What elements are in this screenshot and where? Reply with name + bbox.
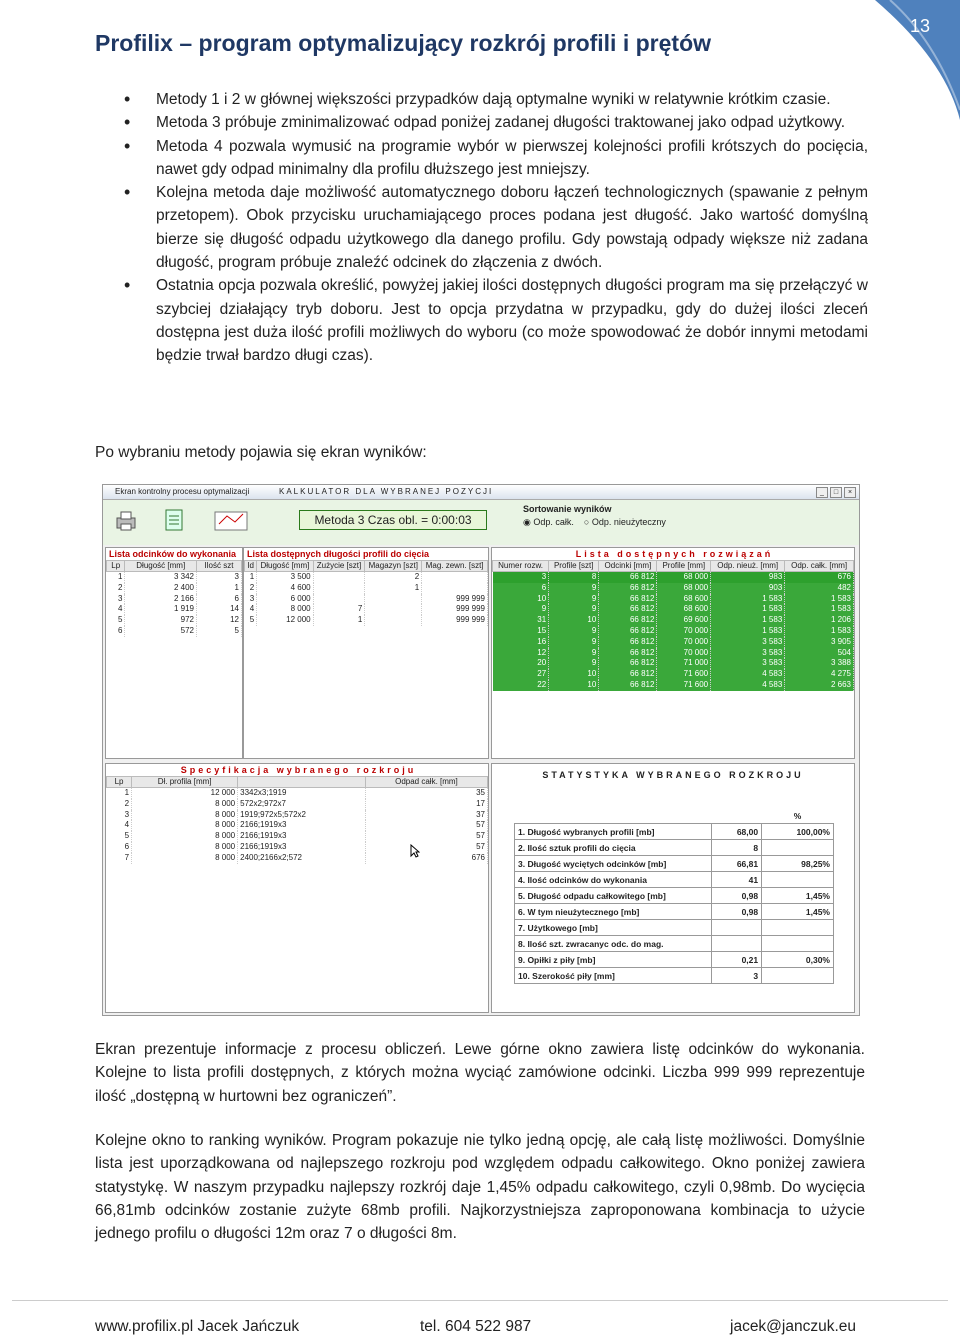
table-cell: 0,21 <box>712 952 762 968</box>
table-cell: 10. Szerokość piły [mm] <box>515 968 712 984</box>
method-label: Metoda 3 Czas obl. = 0:00:03 <box>299 510 487 530</box>
orders-table <box>106 560 242 637</box>
table-cell: 1 <box>365 583 422 594</box>
table-cell: 1. Długość wybranych profili [mb] <box>515 824 712 840</box>
col-header[interactable]: Odp. całk. [mm] <box>785 561 854 572</box>
table-cell: 57 <box>365 842 487 853</box>
close-button[interactable]: × <box>844 487 856 498</box>
table-cell: 1 <box>107 572 125 583</box>
table-cell: 3 905 <box>785 637 854 648</box>
table-row[interactable] <box>493 658 854 669</box>
table-row[interactable] <box>107 615 242 626</box>
table-cell: 8 000 <box>132 799 238 810</box>
table-row[interactable] <box>493 680 854 691</box>
table-cell: 20 <box>493 658 549 669</box>
table-cell: 1 583 <box>711 615 785 626</box>
bullet-item: • Metoda 4 pozwala wymusić na programie wybór w pierwszej kolejności profili krótszych do pocięcia, nawet gdy odpad minimalny dla profilu dłuższego jest mniejszy. <box>120 135 868 182</box>
table-cell: 35 <box>365 788 487 799</box>
table-cell: 12 <box>196 615 241 626</box>
table-cell: 1 <box>245 572 257 583</box>
table-cell: 676 <box>785 572 854 583</box>
col-header[interactable]: Odp. nieuż. [mm] <box>711 561 785 572</box>
table-cell: 14 <box>196 604 241 615</box>
table-cell: 4 <box>245 604 257 615</box>
table-row[interactable] <box>107 583 242 594</box>
orders-title: Lista odcinków do wykonania <box>106 548 242 560</box>
pct-header: % <box>793 810 802 821</box>
table-cell: 1 583 <box>785 626 854 637</box>
table-cell: 1 <box>196 583 241 594</box>
table-cell: 66 812 <box>599 626 657 637</box>
table-row[interactable] <box>245 615 488 626</box>
table-row[interactable] <box>245 604 488 615</box>
table-row[interactable] <box>107 626 242 637</box>
table-cell <box>365 615 422 626</box>
table-cell <box>762 920 834 936</box>
table-cell: 68 600 <box>657 604 711 615</box>
table-cell: 10 <box>549 680 599 691</box>
table-cell <box>762 968 834 984</box>
col-header[interactable] <box>238 777 366 788</box>
footer-author: Jacek Jańczuk <box>197 1318 300 1335</box>
table-cell: 3342x3;1919 <box>238 788 366 799</box>
table-cell: 66 812 <box>599 680 657 691</box>
table-cell: 3 <box>196 572 241 583</box>
table-cell: 7 <box>107 853 132 864</box>
spec-table <box>106 776 488 864</box>
table-cell: 66 812 <box>599 658 657 669</box>
table-cell <box>762 840 834 856</box>
table-cell: 4 275 <box>785 669 854 680</box>
table-row[interactable] <box>515 872 834 888</box>
table-row[interactable] <box>107 604 242 615</box>
stock-title: Lista dostępnych długości profili do cięcia <box>244 548 488 560</box>
orders-panel <box>105 547 243 759</box>
table-row[interactable] <box>493 594 854 605</box>
table-cell: 66 812 <box>599 637 657 648</box>
table-cell: 1 206 <box>785 615 854 626</box>
spec-title: Specyfikacja wybranego rozkroju <box>106 764 488 776</box>
table-cell: 7. Użytkowego [mb] <box>515 920 712 936</box>
table-cell: 2 <box>107 583 125 594</box>
table-cell: 6 <box>493 583 549 594</box>
table-cell: 98,25% <box>762 856 834 872</box>
table-cell <box>313 583 365 594</box>
table-cell <box>422 572 488 583</box>
bullet-item: • Metoda 3 próbuje zminimalizować odpad poniżej zadanej długości traktowanej jako odpad użytkowy. <box>120 111 868 134</box>
table-row[interactable] <box>493 648 854 659</box>
table-cell: 1 583 <box>711 604 785 615</box>
table-cell: 7 <box>313 604 365 615</box>
table-cell: 6. W tym nieużytecznego [mb] <box>515 904 712 920</box>
table-cell <box>365 604 422 615</box>
app-toolbar <box>103 500 859 545</box>
table-cell: 0,98 <box>712 904 762 920</box>
table-cell <box>313 594 365 605</box>
table-cell: 8 <box>712 840 762 856</box>
table-cell: 9 <box>549 648 599 659</box>
footer-url[interactable]: www.profilix.pl <box>95 1318 194 1335</box>
table-cell: 3 342 <box>125 572 197 583</box>
table-row[interactable] <box>245 583 488 594</box>
table-cell: 9 <box>493 604 549 615</box>
col-header[interactable]: Numer rozw. <box>493 561 549 572</box>
col-header[interactable]: Id <box>245 561 257 572</box>
page-number: 13 <box>909 16 930 36</box>
table-cell: 6 <box>107 626 125 637</box>
table-row[interactable] <box>107 788 488 799</box>
results-panel <box>491 547 855 759</box>
table-cell: 22 <box>493 680 549 691</box>
table-cell: 3 583 <box>711 648 785 659</box>
table-cell: 2400;2166x2;572 <box>238 853 366 864</box>
table-row[interactable] <box>107 853 488 864</box>
table-cell: 31 <box>493 615 549 626</box>
stats-panel <box>491 763 855 1013</box>
table-cell: 10 <box>549 669 599 680</box>
table-cell: 8 000 <box>132 842 238 853</box>
table-row[interactable] <box>107 572 242 583</box>
export-icon[interactable] <box>163 508 185 532</box>
table-cell: 3 583 <box>711 658 785 669</box>
table-row[interactable] <box>515 888 834 904</box>
table-cell: 66 812 <box>599 604 657 615</box>
col-header[interactable]: Profile [szt] <box>549 561 599 572</box>
table-cell: 6 <box>107 842 132 853</box>
col-header[interactable]: Ilość szt <box>196 561 241 572</box>
table-cell: 12 <box>493 648 549 659</box>
table-row[interactable] <box>515 840 834 856</box>
bullet-item: • Kolejna metoda daje możliwość automatycznego doboru łączeń technologicznych (spawanie z pełnym przetopem). Obok przycisku uruchamiającego proces podana jest długość. Jako wartość domyślną bierze się długość odpadu użytkowego dla danego profilu. Gdy powstają odpady większe niż zadana długość, program próbuje znaleźć odcinek do złączenia z dwóch. <box>120 181 868 274</box>
table-row[interactable] <box>515 920 834 936</box>
col-header[interactable]: Lp <box>107 777 132 788</box>
table-row[interactable] <box>245 572 488 583</box>
table-cell: 3 <box>712 968 762 984</box>
table-cell: 676 <box>365 853 487 864</box>
table-row[interactable] <box>515 968 834 984</box>
app-titlebar <box>103 485 859 500</box>
table-cell: 6 000 <box>257 594 313 605</box>
table-row[interactable] <box>493 626 854 637</box>
table-cell: 3 <box>493 572 549 583</box>
table-cell: 68 000 <box>657 572 711 583</box>
table-cell: 2 <box>245 583 257 594</box>
table-cell <box>422 583 488 594</box>
table-cell: 8 000 <box>132 831 238 842</box>
results-table <box>492 560 854 691</box>
table-cell: 4 <box>107 604 125 615</box>
table-cell: 5 <box>245 615 257 626</box>
table-cell: 1,45% <box>762 888 834 904</box>
table-cell: 2 663 <box>785 680 854 691</box>
window-subtitle: KALKULATOR DLA WYBRANEJ POZYCJI <box>279 487 494 496</box>
table-cell: 9 <box>549 583 599 594</box>
table-cell: 1 583 <box>711 626 785 637</box>
table-cell: 10 <box>549 615 599 626</box>
table-row[interactable] <box>493 604 854 615</box>
table-cell: 41 <box>712 872 762 888</box>
table-cell: 9 <box>549 594 599 605</box>
table-cell: 999 999 <box>422 594 488 605</box>
intro-paragraph: Po wybraniu metody pojawia się ekran wyników: <box>95 444 427 461</box>
bullet-item: • Metody 1 i 2 w głównej większości przypadków dają optymalne wyniki w relatywnie krótkim czasie. <box>120 88 868 111</box>
stock-table <box>244 560 488 626</box>
maximize-button[interactable]: □ <box>830 487 842 498</box>
footer-phone: tel. 604 522 987 <box>420 1318 532 1335</box>
col-header[interactable]: Odcinki [mm] <box>599 561 657 572</box>
table-cell: 5 <box>196 626 241 637</box>
table-row[interactable] <box>107 831 488 842</box>
table-row[interactable] <box>493 637 854 648</box>
table-cell <box>762 936 834 952</box>
table-cell: 70 000 <box>657 648 711 659</box>
table-cell: 68 000 <box>657 583 711 594</box>
table-cell: 8 000 <box>132 810 238 821</box>
spec-panel <box>105 763 489 1013</box>
table-cell: 4 583 <box>711 680 785 691</box>
table-cell: 70 000 <box>657 637 711 648</box>
results-title: Lista dostępnych rozwiązań <box>492 548 854 560</box>
table-cell: 9 <box>549 626 599 637</box>
table-cell: 999 999 <box>422 615 488 626</box>
sort-group <box>523 504 723 538</box>
table-cell: 972 <box>125 615 197 626</box>
table-cell: 71 600 <box>657 669 711 680</box>
table-cell: 2166;1919x3 <box>238 820 366 831</box>
table-row[interactable] <box>493 669 854 680</box>
description-paragraph: Kolejne okno to ranking wyników. Program pokazuje nie tylko jedną opcję, ale całą listę możliwości. Domyślnie lista jest uporządkowana od najlepszego rozkroju pod względem odpadu całkowitego. Okno poniżej zawiera statystykę. W naszym przypadku najlepszy rozkrój daje 1,45% odpadu całkowitego, czyli 0,98mb. Do wycięcia 66,81mb odcinków zostanie zużyte 68mb profili. Najkorzystniejsza zaproponowana kombinacja to użycie jednego profilu o długości 12m oraz 7 o długości 8m. <box>95 1132 865 1243</box>
table-cell: 66 812 <box>599 583 657 594</box>
app-window <box>102 484 860 1016</box>
minimize-button[interactable]: _ <box>816 487 828 498</box>
table-cell: 37 <box>365 810 487 821</box>
table-cell: 1 583 <box>785 594 854 605</box>
table-cell: 66 812 <box>599 572 657 583</box>
table-cell: 1 <box>107 788 132 799</box>
table-cell: 5. Długość odpadu całkowitego [mb] <box>515 888 712 904</box>
table-cell: 6 <box>196 594 241 605</box>
table-cell: 10 <box>493 594 549 605</box>
table-row[interactable] <box>107 810 488 821</box>
table-cell: 3 <box>107 810 132 821</box>
table-cell: 57 <box>365 831 487 842</box>
table-row[interactable] <box>493 572 854 583</box>
col-header[interactable]: Mag. zewn. [szt] <box>422 561 488 572</box>
footer-site <box>95 1318 299 1336</box>
table-cell: 2 400 <box>125 583 197 594</box>
table-cell: 2 <box>107 799 132 810</box>
table-cell: 71 600 <box>657 680 711 691</box>
table-cell: 27 <box>493 669 549 680</box>
table-cell: 8. Ilość szt. zwracanyc odc. do mag. <box>515 936 712 952</box>
table-cell: 1 919 <box>125 604 197 615</box>
table-cell: 2166;1919x3 <box>238 842 366 853</box>
sort-radio-unusable[interactable]: ○ Odp. nieużyteczny <box>583 517 666 527</box>
table-cell: 8 000 <box>257 604 313 615</box>
col-header[interactable]: Długość [mm] <box>125 561 197 572</box>
table-cell: 16 <box>493 637 549 648</box>
table-cell <box>712 920 762 936</box>
sort-title: Sortowanie wyników <box>523 504 612 514</box>
table-cell: 9. Opiłki z piły [mb] <box>515 952 712 968</box>
table-cell: 66 812 <box>599 615 657 626</box>
table-cell: 4. Ilość odcinków do wykonania <box>515 872 712 888</box>
bullet-list <box>120 88 868 368</box>
table-cell: 66 812 <box>599 594 657 605</box>
table-cell: 4 583 <box>711 669 785 680</box>
table-cell: 2166;1919x3 <box>238 831 366 842</box>
table-row[interactable] <box>493 615 854 626</box>
col-header[interactable]: Odpad całk. [mm] <box>365 777 487 788</box>
col-header[interactable]: Lp <box>107 561 125 572</box>
table-cell: 3 388 <box>785 658 854 669</box>
footer-email[interactable]: jacek@janczuk.eu <box>730 1318 857 1335</box>
table-row[interactable] <box>515 936 834 952</box>
table-cell: 70 000 <box>657 626 711 637</box>
sort-radio-total[interactable]: ◉ Odp. całk. <box>523 517 574 527</box>
printer-icon[interactable] <box>115 510 137 532</box>
table-cell: 3 <box>107 594 125 605</box>
table-cell: 1919;972x5;572x2 <box>238 810 366 821</box>
table-cell: 482 <box>785 583 854 594</box>
description-paragraph: Ekran prezentuje informacje z procesu obliczeń. Lewe górne okno zawiera listę odcinków do wykonania. Kolejne to lista profili dostępnych, z których można wyciąć zamówione odcinki. Liczba 999 999 reprezentuje ilość „dostępną w hurtowni bez ograniczeń”. <box>95 1041 865 1105</box>
table-cell: 1,45% <box>762 904 834 920</box>
table-cell <box>365 594 422 605</box>
sort-option-label: Odp. całk. <box>533 517 574 527</box>
table-cell: 12 000 <box>132 788 238 799</box>
table-cell: 2 166 <box>125 594 197 605</box>
bullet-item: • Ostatnia opcja pozwala określić, powyżej jakiej ilości dostępnych długości program ma się przełączyć w szybciej działający tryb doboru. Jest to opcja przydatna w przypadku, gdy do dużej ilości zleceń dostępna jest duża ilość profili możliwych do wyboru (co może spowodować że dobór innymi metodami będzie trwał bardzo długi czas). <box>120 274 868 367</box>
table-row[interactable] <box>107 594 242 605</box>
col-header[interactable]: Magazyn [szt] <box>365 561 422 572</box>
table-cell: 57 <box>365 820 487 831</box>
calculator-icon[interactable] <box>211 508 251 534</box>
table-cell: 69 600 <box>657 615 711 626</box>
table-cell: 4 600 <box>257 583 313 594</box>
stock-panel <box>243 547 489 759</box>
table-cell: 504 <box>785 648 854 659</box>
table-cell: 903 <box>711 583 785 594</box>
footer-divider <box>12 1300 948 1301</box>
table-cell: 0,98 <box>712 888 762 904</box>
table-cell: 9 <box>549 637 599 648</box>
table-cell: 1 <box>313 615 365 626</box>
table-cell: 5 <box>107 615 125 626</box>
table-row[interactable] <box>493 583 854 594</box>
table-row[interactable] <box>515 952 834 968</box>
table-cell: 3 500 <box>257 572 313 583</box>
table-cell: 66 812 <box>599 669 657 680</box>
window-title: Ekran kontrolny procesu optymalizacji <box>115 487 250 496</box>
table-cell: 17 <box>365 799 487 810</box>
table-cell <box>313 572 365 583</box>
table-cell: 572x2;972x7 <box>238 799 366 810</box>
table-cell: 9 <box>549 604 599 615</box>
table-cell: 68,00 <box>712 824 762 840</box>
table-cell: 8 000 <box>132 853 238 864</box>
table-cell: 5 <box>107 831 132 842</box>
table-cell: 66,81 <box>712 856 762 872</box>
stats-table <box>514 808 834 984</box>
table-row[interactable] <box>515 904 834 920</box>
col-header[interactable]: Dł. profila [mm] <box>132 777 238 788</box>
table-row[interactable] <box>245 594 488 605</box>
page-title: Profilix – program optymalizujący rozkrój profili i prętów <box>95 30 712 56</box>
table-cell: 2. Ilość sztuk profili do cięcia <box>515 840 712 856</box>
table-cell <box>712 936 762 952</box>
table-cell: 4 <box>107 820 132 831</box>
table-cell: 9 <box>549 658 599 669</box>
table-cell: 2 <box>365 572 422 583</box>
table-cell: 0,30% <box>762 952 834 968</box>
table-row[interactable] <box>515 824 834 840</box>
table-row[interactable] <box>107 820 488 831</box>
table-cell: 572 <box>125 626 197 637</box>
table-cell: 68 600 <box>657 594 711 605</box>
table-cell: 3 583 <box>711 637 785 648</box>
col-header[interactable]: Profile [mm] <box>657 561 711 572</box>
stats-title: STATYSTYKA WYBRANEGO ROZKROJU <box>542 770 804 780</box>
col-header[interactable]: Zużycie [szt] <box>313 561 365 572</box>
sort-option-label: Odp. nieużyteczny <box>591 517 666 527</box>
table-cell: 12 000 <box>257 615 313 626</box>
table-cell: 15 <box>493 626 549 637</box>
mouse-cursor-icon <box>410 844 420 858</box>
table-cell: 3. Długość wyciętych odcinków [mb] <box>515 856 712 872</box>
col-header[interactable]: Długość [mm] <box>257 561 313 572</box>
table-cell: 999 999 <box>422 604 488 615</box>
table-row[interactable] <box>107 799 488 810</box>
table-row[interactable] <box>107 842 488 853</box>
table-cell: 100,00% <box>762 824 834 840</box>
table-cell: 983 <box>711 572 785 583</box>
table-cell: 71 000 <box>657 658 711 669</box>
table-row[interactable] <box>515 856 834 872</box>
table-cell: 8 000 <box>132 820 238 831</box>
table-cell: 8 <box>549 572 599 583</box>
table-cell <box>762 872 834 888</box>
table-cell: 1 583 <box>785 604 854 615</box>
table-cell: 3 <box>245 594 257 605</box>
table-cell: 1 583 <box>711 594 785 605</box>
table-cell: 66 812 <box>599 648 657 659</box>
